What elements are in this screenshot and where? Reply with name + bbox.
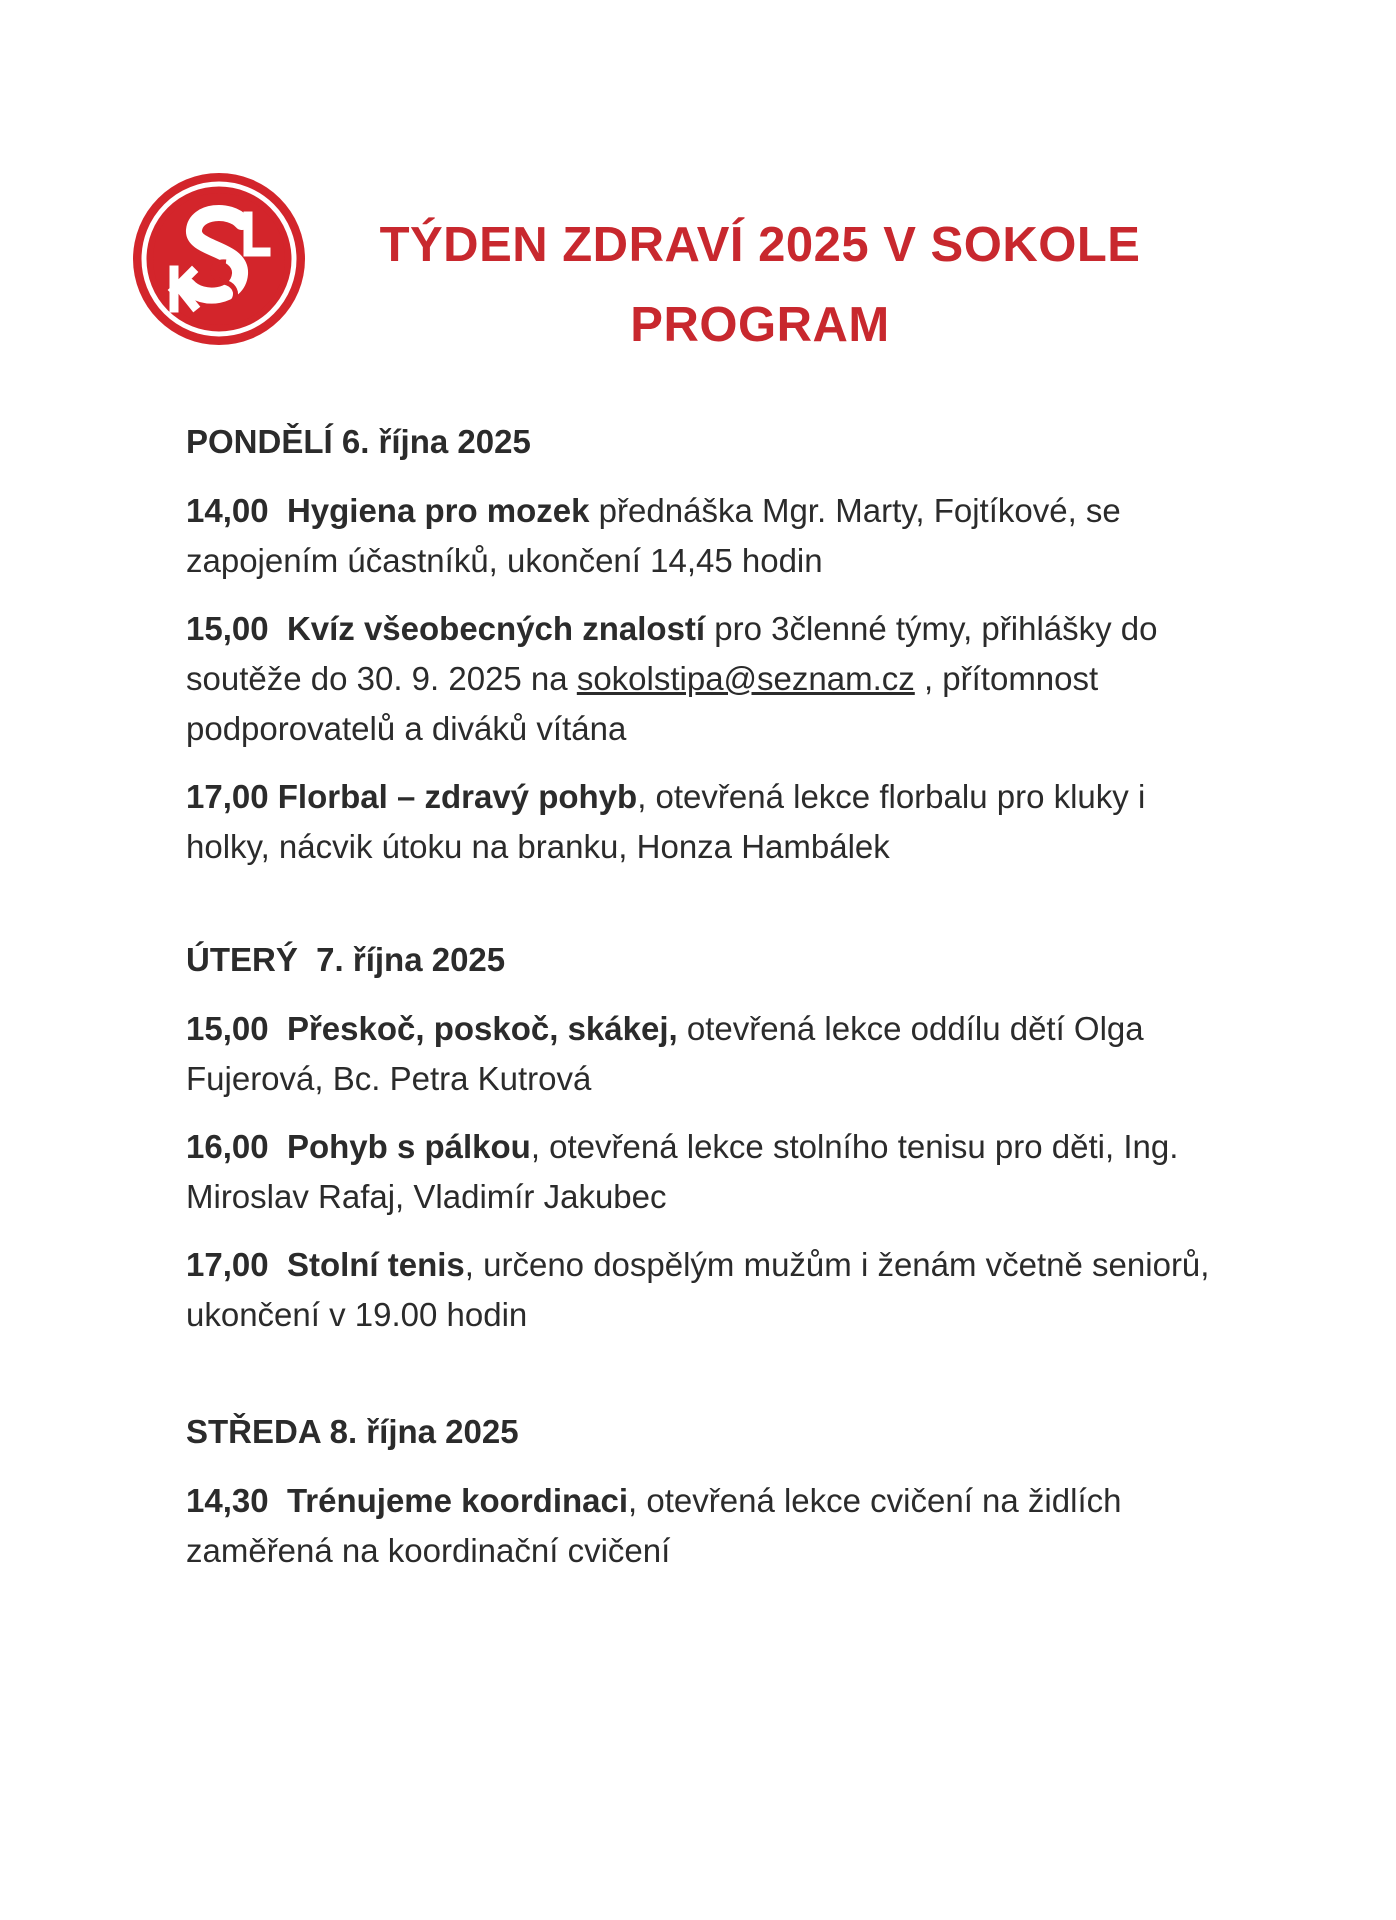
program-content xyxy=(186,420,1216,1642)
day-heading: STŘEDA 8. října 2025 xyxy=(186,1413,519,1450)
day-tuesday xyxy=(186,938,1216,1340)
entry-name: Hygiena pro mozek xyxy=(286,492,590,529)
program-entry xyxy=(186,486,1216,586)
entry-time: 16,00 xyxy=(186,1128,269,1165)
entry-time: 14,00 xyxy=(186,492,269,529)
entry-text: přednáška Mgr. Marty, Fojtíkové, se zapojením účastníků, ukončení 14,45 hodin xyxy=(186,492,1121,579)
program-entry xyxy=(186,1476,1216,1576)
entry-text: pro 3členné týmy, přihlášky do soutěže do 30. 9. 2025 na xyxy=(186,610,1158,697)
sokol-logo-icon xyxy=(130,170,308,348)
entry-time: 17,00 xyxy=(186,1246,269,1283)
entry-text: , určeno dospělým mužům i ženám včetně seniorů, ukončení v 19.00 hodin xyxy=(186,1246,1210,1333)
program-entry xyxy=(186,772,1216,872)
title-line-1: TÝDEN ZDRAVÍ 2025 V SOKOLE xyxy=(379,218,1141,272)
entry-text: , otevřená lekce cvičení na židlích zaměřená na koordinační cvičení xyxy=(186,1482,1122,1569)
entry-time: 15,00 xyxy=(186,610,269,647)
entry-time: 15,00 xyxy=(186,1010,269,1047)
program-entry xyxy=(186,1004,1216,1104)
entry-text: otevřená lekce oddílu dětí Olga Fujerová, Bc. Petra Kutrová xyxy=(186,1010,1144,1097)
entry-name: Trénujeme koordinaci xyxy=(286,1482,629,1519)
day-heading: ÚTERÝ 7. října 2025 xyxy=(186,941,506,978)
entry-text-after: , přítomnost podporovatelů a diváků vítána xyxy=(186,660,1099,747)
entry-time: 14,30 xyxy=(186,1482,269,1519)
entry-name: Přeskoč, poskoč, skákej, xyxy=(286,1010,678,1047)
day-heading: PONDĚLÍ 6. října 2025 xyxy=(186,423,531,460)
program-entry xyxy=(186,1122,1216,1222)
entry-text: , otevřená lekce stolního tenisu pro děti, Ing. Miroslav Rafaj, Vladimír Jakubec xyxy=(186,1128,1179,1215)
entry-name: Stolní tenis xyxy=(286,1246,465,1283)
day-wednesday xyxy=(186,1410,1216,1576)
program-entry xyxy=(186,604,1216,754)
program-entry xyxy=(186,1240,1216,1340)
email-link[interactable]: sokolstipa@seznam.cz xyxy=(576,660,915,697)
entry-name: Pohyb s pálkou xyxy=(286,1128,531,1165)
title-line-2: PROGRAM xyxy=(630,298,890,352)
entry-name: Kvíz všeobecných znalostí xyxy=(286,610,706,647)
document-title xyxy=(370,205,1150,365)
entry-time: 17,00 xyxy=(186,778,269,815)
day-monday xyxy=(186,420,1216,872)
entry-name: Florbal – zdravý pohyb xyxy=(277,778,638,815)
entry-text: , otevřená lekce florbalu pro kluky i holky, nácvik útoku na branku, Honza Hambálek xyxy=(186,778,1146,865)
